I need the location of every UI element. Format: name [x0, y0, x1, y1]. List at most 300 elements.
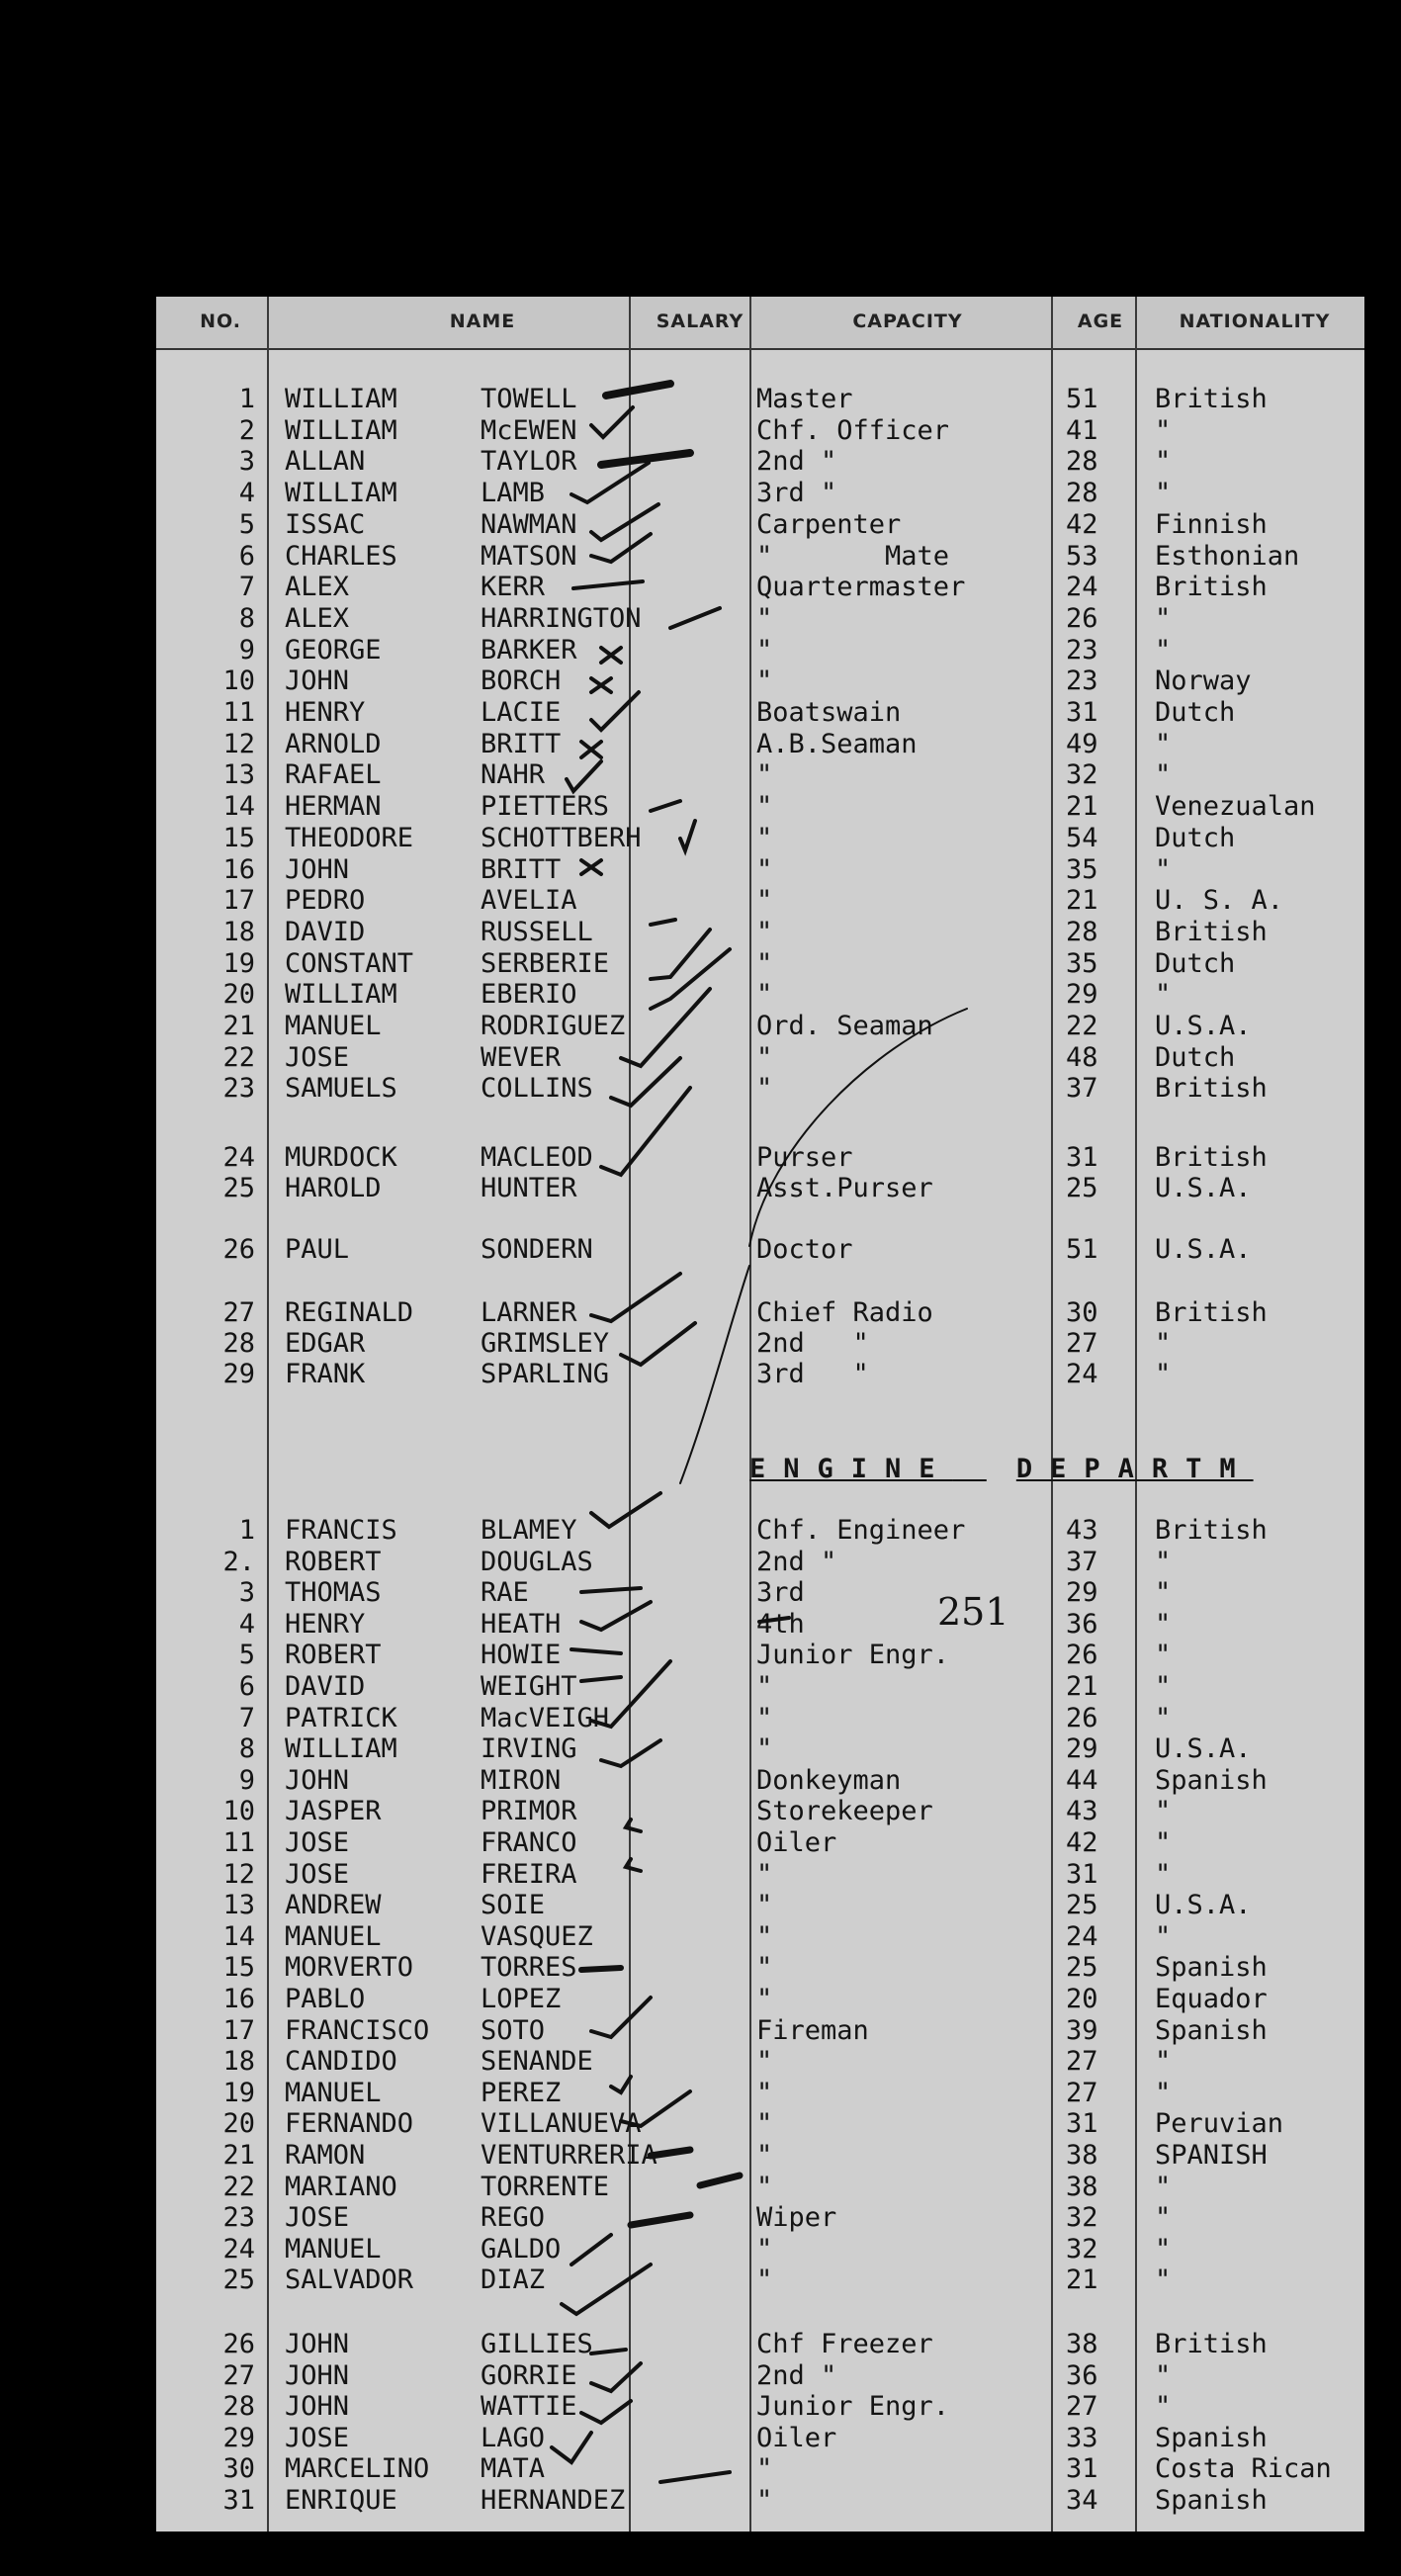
crew-nationality: Spanish	[1155, 1764, 1268, 1796]
crew-first-name: JOSE	[285, 2202, 350, 2234]
crew-number: 4	[238, 478, 255, 509]
crew-nationality: "	[1155, 1827, 1172, 1858]
crew-number: 9	[238, 634, 255, 666]
crew-last-name: RUSSELL	[481, 916, 593, 947]
crew-capacity: "	[756, 2046, 773, 2078]
crew-number: 4	[238, 1608, 255, 1640]
crew-age: 31	[1066, 697, 1098, 728]
crew-last-name: NAHR	[481, 759, 546, 791]
crew-nationality: "	[1155, 853, 1172, 885]
crew-age: 31	[1066, 2453, 1098, 2485]
crew-capacity: Chief Radio	[756, 1297, 933, 1328]
header-name: NAME	[449, 311, 516, 332]
crew-last-name: MACLEOD	[481, 1142, 593, 1173]
crew-first-name: RAFAEL	[285, 759, 382, 791]
crew-last-name: AVELIA	[481, 885, 577, 917]
crew-number: 18	[222, 916, 255, 947]
crew-last-name: RAE	[481, 1577, 529, 1609]
crew-age: 23	[1066, 634, 1098, 666]
crew-nationality: U.S.A.	[1155, 1733, 1252, 1765]
crew-first-name: ALEX	[285, 602, 350, 634]
crew-last-name: BRITT	[481, 728, 562, 759]
crew-capacity: Fireman	[756, 2014, 869, 2046]
crew-capacity: Doctor	[756, 1234, 853, 1265]
crew-age: 27	[1066, 2391, 1098, 2423]
header-age: AGE	[1077, 311, 1124, 332]
crew-first-name: HAROLD	[285, 1173, 382, 1203]
crew-age: 32	[1066, 2202, 1098, 2234]
crew-first-name: EDGAR	[285, 1328, 366, 1359]
crew-first-name: WILLIAM	[285, 478, 397, 509]
crew-last-name: TORRES	[481, 1952, 577, 1984]
crew-first-name: JOSE	[285, 1827, 350, 1858]
crew-last-name: VILLANUEVA	[481, 2108, 642, 2140]
crew-nationality: Norway	[1155, 666, 1252, 697]
crew-first-name: ARNOLD	[285, 728, 382, 759]
crew-number: 23	[222, 1073, 255, 1105]
crew-nationality: British	[1155, 2329, 1268, 2359]
crew-number: 25	[222, 1173, 255, 1203]
crew-nationality: Spanish	[1155, 2014, 1268, 2046]
crew-last-name: PEREZ	[481, 2077, 562, 2108]
crew-capacity: Junior Engr.	[756, 1640, 950, 1671]
crew-first-name: MANUEL	[285, 1011, 382, 1041]
crew-nationality: "	[1155, 1608, 1172, 1640]
crew-capacity: Quartermaster	[756, 572, 966, 603]
crew-first-name: SALVADOR	[285, 2265, 414, 2296]
crew-capacity: "	[756, 1952, 773, 1984]
crew-capacity: Asst.Purser	[756, 1173, 933, 1203]
crew-first-name: ENRIQUE	[285, 2485, 397, 2516]
crew-capacity: Purser	[756, 1142, 853, 1173]
crew-capacity: Chf. Officer	[756, 414, 950, 446]
crew-number: 19	[222, 947, 255, 979]
crew-capacity: "	[756, 2108, 773, 2140]
crew-age: 24	[1066, 1920, 1098, 1952]
crew-number: 17	[222, 885, 255, 917]
crew-capacity: " Mate	[756, 540, 950, 572]
crew-number: 8	[238, 602, 255, 634]
crew-number: 14	[222, 791, 255, 823]
crew-last-name: MATSON	[481, 540, 577, 572]
crew-number: 10	[222, 666, 255, 697]
crew-last-name: LAMB	[481, 478, 546, 509]
crew-last-name: VASQUEZ	[481, 1920, 593, 1952]
crew-capacity: 2nd "	[756, 1328, 869, 1359]
crew-last-name: HARRINGTON	[481, 602, 642, 634]
crew-nationality: Dutch	[1155, 822, 1236, 853]
crew-age: 44	[1066, 1764, 1098, 1796]
crew-capacity: "	[756, 1920, 773, 1952]
crew-number: 30	[222, 2453, 255, 2485]
crew-last-name: MacVEIGH	[481, 1702, 610, 1733]
crew-last-name: SONDERN	[481, 1234, 593, 1265]
crew-capacity: 3rd "	[756, 478, 837, 509]
crew-nationality: U.S.A.	[1155, 1890, 1252, 1921]
crew-first-name: PATRICK	[285, 1702, 397, 1733]
crew-number: 9	[238, 1764, 255, 1796]
crew-age: 31	[1066, 2108, 1098, 2140]
crew-first-name: JOSE	[285, 2422, 350, 2453]
crew-capacity: "	[756, 602, 773, 634]
crew-first-name: FERNANDO	[285, 2108, 414, 2140]
crew-capacity: Storekeeper	[756, 1796, 933, 1827]
crew-number: 22	[222, 1041, 255, 1073]
crew-nationality: "	[1155, 2359, 1172, 2391]
crew-age: 32	[1066, 759, 1098, 791]
crew-number: 1	[238, 384, 255, 414]
crew-first-name: MANUEL	[285, 2233, 382, 2265]
crew-last-name: VENTURRERIA	[481, 2140, 657, 2171]
crew-capacity: "	[756, 1890, 773, 1921]
crew-last-name: GALDO	[481, 2233, 562, 2265]
crew-nationality: British	[1155, 916, 1268, 947]
crew-nationality: "	[1155, 2202, 1172, 2234]
crew-number: 15	[222, 822, 255, 853]
crew-last-name: MIRON	[481, 1764, 562, 1796]
crew-nationality: "	[1155, 1640, 1172, 1671]
crew-capacity: "	[756, 2233, 773, 2265]
crew-capacity: Master	[756, 384, 853, 414]
crew-nationality: U.S.A.	[1155, 1173, 1252, 1203]
crew-number: 27	[222, 1297, 255, 1328]
crew-capacity: "	[756, 759, 773, 791]
crew-age: 27	[1066, 2046, 1098, 2078]
crew-capacity: Oiler	[756, 1827, 837, 1858]
crew-age: 36	[1066, 1608, 1098, 1640]
crew-age: 51	[1066, 1234, 1098, 1265]
crew-first-name: HENRY	[285, 1608, 366, 1640]
crew-last-name: SERBERIE	[481, 947, 610, 979]
crew-age: 28	[1066, 446, 1098, 478]
crew-number: 13	[222, 1890, 255, 1921]
crew-number: 22	[222, 2171, 255, 2202]
crew-number: 16	[222, 1984, 255, 2014]
crew-nationality: "	[1155, 2233, 1172, 2265]
crew-first-name: WILLIAM	[285, 384, 397, 414]
crew-last-name: LAGO	[481, 2422, 546, 2453]
crew-capacity: "	[756, 634, 773, 666]
crew-capacity: "	[756, 1733, 773, 1765]
crew-age: 22	[1066, 1011, 1098, 1041]
crew-capacity: Chf. Engineer	[756, 1515, 966, 1546]
crew-last-name: TAYLOR	[481, 446, 577, 478]
crew-number: 2	[238, 414, 255, 446]
crew-capacity: Junior Engr.	[756, 2391, 950, 2423]
crew-last-name: LARNER	[481, 1297, 577, 1328]
crew-last-name: SENANDE	[481, 2046, 593, 2078]
crew-first-name: GEORGE	[285, 634, 382, 666]
crew-first-name: ROBERT	[285, 1546, 382, 1577]
crew-nationality: "	[1155, 478, 1172, 509]
crew-age: 35	[1066, 853, 1098, 885]
crew-age: 48	[1066, 1041, 1098, 1073]
crew-last-name: REGO	[481, 2202, 546, 2234]
crew-capacity: "	[756, 1041, 773, 1073]
crew-capacity: "	[756, 916, 773, 947]
crew-last-name: TOWELL	[481, 384, 577, 414]
crew-last-name: COLLINS	[481, 1073, 593, 1105]
crew-capacity: Wiper	[756, 2202, 837, 2234]
crew-last-name: BORCH	[481, 666, 562, 697]
crew-age: 39	[1066, 2014, 1098, 2046]
crew-first-name: SAMUELS	[285, 1073, 397, 1105]
crew-nationality: Dutch	[1155, 947, 1236, 979]
crew-capacity: 2nd "	[756, 1546, 837, 1577]
crew-nationality: "	[1155, 2046, 1172, 2078]
crew-age: 21	[1066, 791, 1098, 823]
crew-last-name: DIAZ	[481, 2265, 546, 2296]
crew-first-name: MANUEL	[285, 2077, 382, 2108]
crew-first-name: MARCELINO	[285, 2453, 430, 2485]
crew-first-name: ALEX	[285, 572, 350, 603]
crew-nationality: Spanish	[1155, 2422, 1268, 2453]
crew-nationality: "	[1155, 1796, 1172, 1827]
crew-age: 43	[1066, 1515, 1098, 1546]
crew-last-name: FRANCO	[481, 1827, 577, 1858]
crew-number: 7	[238, 1702, 255, 1733]
crew-first-name: JOSE	[285, 1041, 350, 1073]
crew-age: 26	[1066, 602, 1098, 634]
crew-nationality: British	[1155, 384, 1268, 414]
crew-last-name: BLAMEY	[481, 1515, 577, 1546]
crew-last-name: LOPEZ	[481, 1984, 562, 2014]
crew-last-name: McEWEN	[481, 414, 577, 446]
crew-age: 53	[1066, 540, 1098, 572]
crew-number: 19	[222, 2077, 255, 2108]
crew-first-name: JOHN	[285, 853, 350, 885]
crew-last-name: LACIE	[481, 697, 562, 728]
crew-number: 23	[222, 2202, 255, 2234]
crew-last-name: SCHOTTBERH	[481, 822, 642, 853]
crew-nationality: U. S. A.	[1155, 885, 1284, 917]
crew-nationality: Dutch	[1155, 1041, 1236, 1073]
crew-capacity: Chf Freezer	[756, 2329, 933, 2359]
crew-nationality: "	[1155, 1671, 1172, 1702]
crew-number: 20	[222, 2108, 255, 2140]
crew-nationality: Finnish	[1155, 508, 1268, 540]
crew-age: 28	[1066, 916, 1098, 947]
crew-number: 26	[222, 2329, 255, 2359]
crew-last-name: SPARLING	[481, 1359, 610, 1389]
crew-last-name: GORRIE	[481, 2359, 577, 2391]
crew-age: 21	[1066, 885, 1098, 917]
crew-number: 6	[238, 540, 255, 572]
crew-number: 11	[222, 1827, 255, 1858]
crew-number: 6	[238, 1671, 255, 1702]
crew-age: 24	[1066, 1359, 1098, 1389]
crew-nationality: "	[1155, 602, 1172, 634]
crew-capacity: "	[756, 2453, 773, 2485]
crew-last-name: PRIMOR	[481, 1796, 577, 1827]
crew-nationality: SPANISH	[1155, 2140, 1268, 2171]
crew-age: 31	[1066, 1858, 1098, 1890]
crew-number: 28	[222, 1328, 255, 1359]
crew-age: 37	[1066, 1073, 1098, 1105]
crew-capacity: Donkeyman	[756, 1764, 902, 1796]
engine-heading-right: DEPARTM	[1015, 1454, 1254, 1484]
crew-nationality: "	[1155, 1858, 1172, 1890]
crew-number: 14	[222, 1920, 255, 1952]
crew-last-name: GILLIES	[481, 2329, 593, 2359]
crew-first-name: RAMON	[285, 2140, 366, 2171]
crew-capacity: 3rd	[756, 1577, 805, 1609]
crew-number: 3	[238, 1577, 255, 1609]
crew-last-name: EBERIO	[481, 979, 577, 1011]
crew-last-name: NAWMAN	[481, 508, 577, 540]
crew-capacity: "	[756, 1984, 773, 2014]
crew-capacity: Ord. Seaman	[756, 1011, 933, 1041]
crew-nationality: Spanish	[1155, 2485, 1268, 2516]
crew-last-name: WEIGHT	[481, 1671, 577, 1702]
crew-age: 35	[1066, 947, 1098, 979]
crew-nationality: Spanish	[1155, 1952, 1268, 1984]
crew-nationality: "	[1155, 446, 1172, 478]
crew-first-name: FRANK	[285, 1359, 366, 1389]
crew-age: 29	[1066, 1733, 1098, 1765]
crew-age: 26	[1066, 1640, 1098, 1671]
crew-nationality: "	[1155, 1702, 1172, 1733]
crew-last-name: DOUGLAS	[481, 1546, 593, 1577]
crew-age: 25	[1066, 1952, 1098, 1984]
crew-nationality: "	[1155, 2171, 1172, 2202]
crew-capacity: "	[756, 947, 773, 979]
crew-capacity: "	[756, 2485, 773, 2516]
crew-age: 30	[1066, 1297, 1098, 1328]
crew-capacity: Carpenter	[756, 508, 902, 540]
crew-last-name: FREIRA	[481, 1858, 577, 1890]
crew-age: 41	[1066, 414, 1098, 446]
crew-age: 20	[1066, 1984, 1098, 2014]
crew-age: 32	[1066, 2233, 1098, 2265]
crew-nationality: Venezualan	[1155, 791, 1316, 823]
crew-first-name: THOMAS	[285, 1577, 382, 1609]
crew-number: 12	[222, 728, 255, 759]
crew-number: 15	[222, 1952, 255, 1984]
crew-number: 8	[238, 1733, 255, 1765]
crew-first-name: JOHN	[285, 1764, 350, 1796]
crew-capacity: "	[756, 1702, 773, 1733]
crew-number: 28	[222, 2391, 255, 2423]
crew-last-name: TORRENTE	[481, 2171, 610, 2202]
crew-number: 24	[222, 1142, 255, 1173]
crew-first-name: WILLIAM	[285, 414, 397, 446]
crew-capacity: "	[756, 2265, 773, 2296]
crew-first-name: JOHN	[285, 666, 350, 697]
crew-capacity: A.B.Seaman	[756, 728, 918, 759]
crew-last-name: SOTO	[481, 2014, 546, 2046]
stamped-page-number: 251	[937, 1590, 1009, 1634]
crew-nationality: "	[1155, 759, 1172, 791]
crew-capacity: "	[756, 2140, 773, 2171]
crew-capacity: "	[756, 2171, 773, 2202]
crew-last-name: SOIE	[481, 1890, 546, 1921]
crew-capacity: "	[756, 1858, 773, 1890]
crew-first-name: PAUL	[285, 1234, 350, 1265]
crew-nationality: Esthonian	[1155, 540, 1300, 572]
crew-capacity: "	[756, 1671, 773, 1702]
crew-first-name: ROBERT	[285, 1640, 382, 1671]
crew-age: 28	[1066, 478, 1098, 509]
handwritten-check-marks	[156, 297, 1364, 2532]
crew-number: 3	[238, 446, 255, 478]
crew-number: 27	[222, 2359, 255, 2391]
crew-number: 17	[222, 2014, 255, 2046]
crew-first-name: CONSTANT	[285, 947, 414, 979]
crew-age: 31	[1066, 1142, 1098, 1173]
crew-number: 1	[238, 1515, 255, 1546]
crew-number: 18	[222, 2046, 255, 2078]
crew-nationality: British	[1155, 572, 1268, 603]
crew-last-name: WATTIE	[481, 2391, 577, 2423]
crew-number: 26	[222, 1234, 255, 1265]
crew-age: 25	[1066, 1173, 1098, 1203]
crew-nationality: Peruvian	[1155, 2108, 1284, 2140]
crew-number: 20	[222, 979, 255, 1011]
crew-number: 31	[222, 2485, 255, 2516]
crew-first-name: CHARLES	[285, 540, 397, 572]
crew-first-name: JASPER	[285, 1796, 382, 1827]
crew-first-name: JOSE	[285, 1858, 350, 1890]
crew-number: 2.	[222, 1546, 255, 1577]
crew-last-name: HERNANDEZ	[481, 2485, 626, 2516]
crew-first-name: DAVID	[285, 916, 366, 947]
crew-number: 29	[222, 2422, 255, 2453]
crew-age: 43	[1066, 1796, 1098, 1827]
crew-age: 38	[1066, 2140, 1098, 2171]
crew-last-name: HUNTER	[481, 1173, 577, 1203]
crew-age: 38	[1066, 2171, 1098, 2202]
crew-first-name: JOHN	[285, 2329, 350, 2359]
crew-nationality: British	[1155, 1073, 1268, 1105]
crew-age: 51	[1066, 384, 1098, 414]
crew-first-name: CANDIDO	[285, 2046, 397, 2078]
crew-nationality: U.S.A.	[1155, 1234, 1252, 1265]
crew-number: 7	[238, 572, 255, 603]
crew-age: 29	[1066, 979, 1098, 1011]
crew-age: 29	[1066, 1577, 1098, 1609]
crew-capacity: 2nd "	[756, 446, 837, 478]
crew-nationality: "	[1155, 728, 1172, 759]
crew-first-name: HERMAN	[285, 791, 382, 823]
crew-capacity: 3rd "	[756, 1359, 869, 1389]
crew-capacity: Boatswain	[756, 697, 902, 728]
crew-first-name: FRANCIS	[285, 1515, 397, 1546]
crew-capacity: Oiler	[756, 2422, 837, 2453]
crew-nationality: "	[1155, 414, 1172, 446]
crew-first-name: ALLAN	[285, 446, 366, 478]
crew-age: 23	[1066, 666, 1098, 697]
crew-first-name: WILLIAM	[285, 1733, 397, 1765]
crew-list-sheet	[156, 297, 1364, 2532]
crew-age: 25	[1066, 1890, 1098, 1921]
crew-number: 12	[222, 1858, 255, 1890]
header-capacity: CAPACITY	[852, 311, 963, 332]
crew-last-name: HEATH	[481, 1608, 562, 1640]
crew-last-name: BARKER	[481, 634, 577, 666]
crew-nationality: Costa Rican	[1155, 2453, 1332, 2485]
crew-number: 10	[222, 1796, 255, 1827]
crew-first-name: ANDREW	[285, 1890, 382, 1921]
crew-first-name: JOHN	[285, 2359, 350, 2391]
crew-nationality: "	[1155, 2077, 1172, 2108]
crew-age: 34	[1066, 2485, 1098, 2516]
crew-number: 24	[222, 2233, 255, 2265]
crew-last-name: MATA	[481, 2453, 546, 2485]
header-salary: SALARY	[656, 311, 744, 332]
crew-nationality: British	[1155, 1142, 1268, 1173]
crew-number: 5	[238, 1640, 255, 1671]
